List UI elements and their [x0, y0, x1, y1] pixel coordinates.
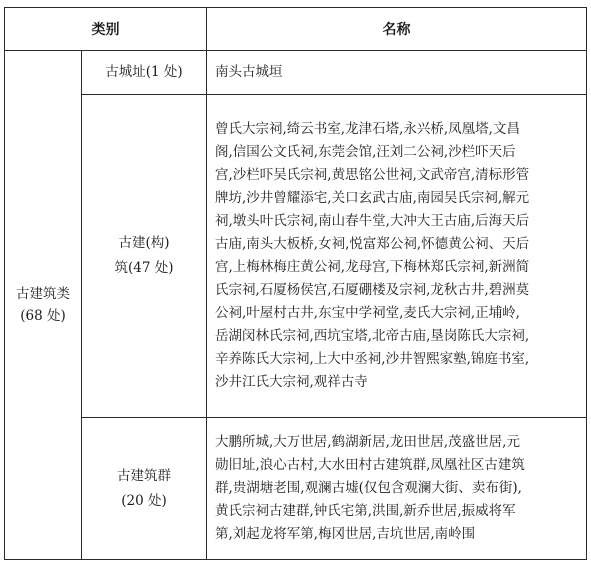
- table-row: [5, 418, 587, 560]
- subcategory-label: 古城址(1 处): [105, 63, 183, 80]
- names-line: 南头古城垣: [215, 64, 283, 81]
- names-line: 阁,信国公文氏祠,东莞会馆,汪刘二公祠,沙栏吓天后: [215, 144, 516, 160]
- table-row: [5, 94, 587, 417]
- subcategory-label: 古建筑群: [117, 467, 171, 484]
- names-line: 大鹏所城,大万世居,鹤湖新居,龙田世居,茂盛世居,元: [215, 434, 520, 451]
- category-label: 古建筑类: [16, 286, 70, 302]
- names-cell: [207, 51, 587, 95]
- heritage-table: [4, 7, 587, 560]
- names-line: 祠,墩头叶氏宗祠,南山春牛堂,大冲大王古庙,后海天后: [215, 213, 530, 229]
- subcategory-cell: [82, 418, 207, 560]
- subcategory-count: (20 处): [121, 492, 167, 509]
- table-row: [5, 51, 587, 95]
- names-line: 第,刘起龙将军第,梅冈世居,吉坑世居,南岭围: [215, 526, 476, 543]
- names-cell: [207, 94, 587, 417]
- names-line: 沙井江氏大宗祠,观祥古寺: [215, 374, 368, 390]
- names-line: 宫,上梅林梅庄黄公祠,龙母宫,下梅林郑氏宗祠,新洲简: [215, 259, 530, 275]
- subcategory-cell: [82, 94, 207, 417]
- names-line: 曾氏大宗祠,绮云书室,龙津石塔,永兴桥,凤凰塔,文昌: [215, 121, 520, 137]
- names-line: 牌坊,沙井曾耀添宅,关口玄武古庙,南园吴氏宗祠,解元: [215, 190, 530, 206]
- names-line: 勋旧址,浪心古村,大水田村古建筑群,凤凰社区古建筑: [215, 457, 525, 474]
- subcategory-cell: [82, 51, 207, 95]
- category-cell: [5, 51, 82, 560]
- header-name: 名称: [207, 8, 587, 51]
- names-line: 公祠,叶屋村古井,东宝中学祠堂,麦氏大宗祠,正埔岭,: [215, 305, 520, 321]
- header-category: 类别: [5, 8, 207, 51]
- names-line: 岳湖闵林氏宗祠,西坑宝塔,北帝古庙,垦岗陈氏大宗祠,: [215, 328, 530, 344]
- header-row: [5, 8, 587, 51]
- subcategory-label: 古建(构): [118, 235, 170, 251]
- names-line: 群,贵湖塘老围,观澜古墟(仅包含观澜大街、卖布街),: [215, 480, 522, 497]
- names-line: 氏宗祠,石厦杨侯宫,石厦硼楼及宗祠,龙秋古井,碧洲莫: [215, 282, 530, 298]
- names-line: 辛养陈氏大宗祠,上大中丞祠,沙井智熙家塾,锦庭书室,: [215, 351, 530, 367]
- names-line: 黄氏宗祠古建群,钟氏宅第,洪围,新乔世居,振威将军: [215, 503, 516, 520]
- category-count: (68 处): [20, 308, 66, 324]
- names-cell: [207, 418, 587, 560]
- subcategory-count: 筑(47 处): [114, 260, 174, 276]
- names-line: 宫,沙栏吓吴氏宗祠,黄思铭公世祠,文武帝宫,清标形管: [215, 167, 530, 183]
- names-line: 古庙,南头大板桥,女祠,悦富郑公祠,怀德黄公祠、天后: [215, 236, 530, 252]
